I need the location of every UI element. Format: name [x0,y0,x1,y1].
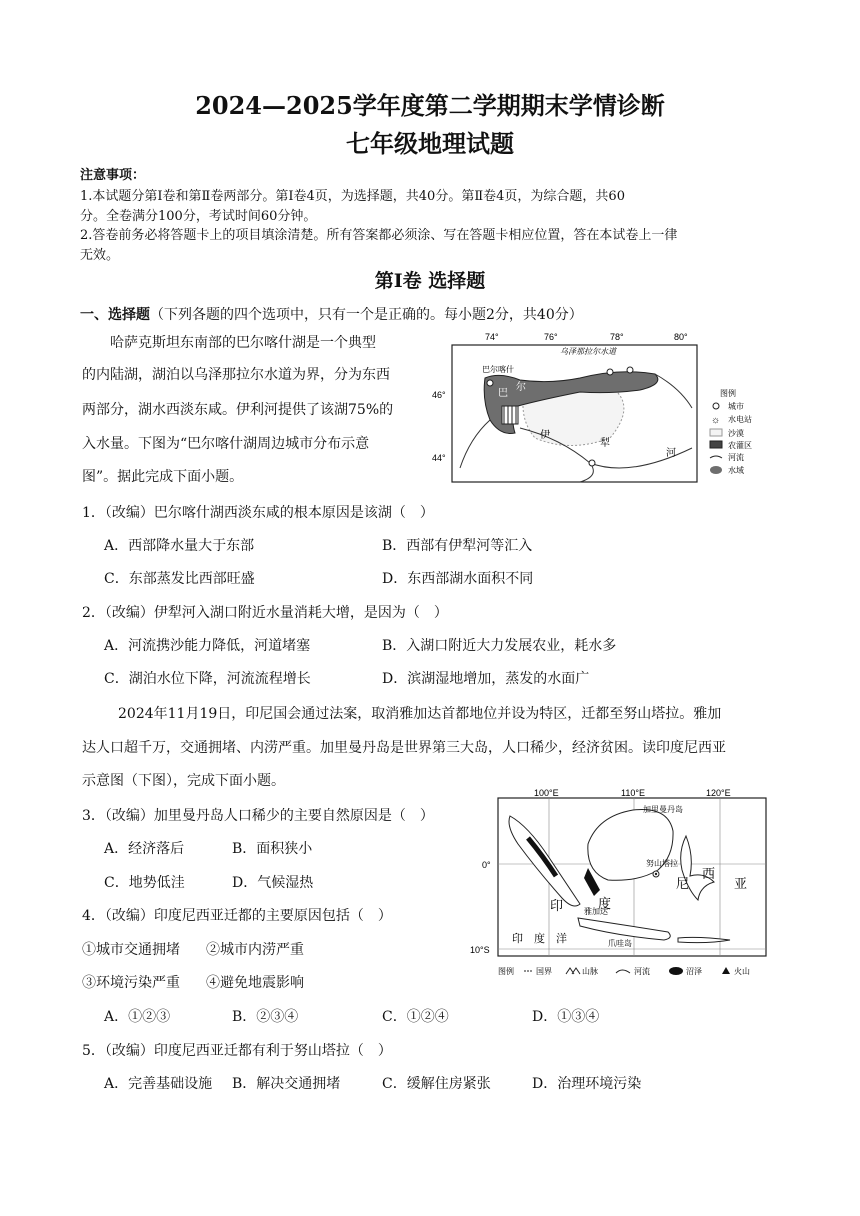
lake-label-char: 尔 [516,382,526,393]
map1-lat-label: 46° [432,390,446,400]
legend-city: 城市 [728,402,744,411]
map2-place-label: 努山塔拉 [646,859,678,868]
section-heading [80,304,583,324]
q4-option-b[interactable]: B．②③④ [232,1009,299,1025]
exam-subtitle: 七年级地理试题 [346,129,514,158]
q4-option-d[interactable]: D．①③④ [532,1009,600,1025]
city-marker [487,380,493,386]
river-label-char: 犁 [600,438,610,449]
map2-place-label: 印 度 洋 [512,933,567,945]
map2-place-label: 尼 [676,876,690,891]
passage1-line: 图”。据此完成下面小题。 [82,469,244,485]
q5-option-c[interactable]: C．缓解住房紧张 [382,1076,491,1092]
passage1-line: 的内陆湖，湖泊以乌泽那拉尔水道为界，分为东西 [82,367,390,383]
balkhash-lake-map [430,328,780,488]
map2-lat-label: 0° [482,860,491,870]
map2-legend-title: 图例 [498,967,514,976]
q2-option-b[interactable]: B．入湖口附近大力发展农业，耗水多 [382,638,617,654]
question-3-stem: 3．（改编）加里曼丹岛人口稀少的主要自然原因是（ ） [82,808,434,824]
q1-option-a[interactable]: A．西部降水量大于东部 [104,538,255,554]
section-heading-label: 一、选择题 [80,307,150,323]
q3-option-d[interactable]: D．气候湿热 [232,875,314,891]
q3-option-b[interactable]: B．面积狭小 [232,841,313,857]
river-label-char: 河 [666,448,676,459]
map2-lon-label: 110°E [621,788,645,798]
lake-label-char: 巴 [498,388,508,399]
q1-option-d[interactable]: D．东西部湖水面积不同 [382,571,534,587]
indonesia-map [468,786,780,982]
q2-option-a[interactable]: A．河流携沙能力降低，河道堵塞 [104,638,311,654]
notice-item-2-cont: 无效。 [80,248,120,263]
map2-place-label: 西 [702,866,716,881]
q2-option-d[interactable]: D．滨湖湿地增加，蒸发的水面广 [382,671,590,687]
legend-river: 河流 [728,453,744,462]
map2-place-label: 雅加达 [584,907,608,916]
section-title: 第Ⅰ卷 选择题 [374,270,486,292]
map2-legend [498,966,750,976]
q3-option-c[interactable]: C．地势低洼 [104,875,185,891]
question-2-stem: 2．（改编）伊犁河入湖口附近水量消耗大增，是因为（ ） [82,605,448,621]
map1-lon-label: 76° [544,332,558,342]
channel-label: 乌泽那拉尔水道 [560,347,616,356]
map1-lat-label: 44° [432,453,446,463]
map1-lon-label: 80° [674,332,688,342]
question-4-stem: 4．（改编）印度尼西亚迁都的主要原因包括（ ） [82,908,392,924]
q4-item: ④避免地震影响 [206,975,304,991]
q5-option-d[interactable]: D．治理环境污染 [532,1076,642,1092]
legend-water: 水域 [728,466,744,475]
q5-option-a[interactable]: A．完善基础设施 [104,1076,213,1092]
q2-option-c[interactable]: C．湖泊水位下降，河流流程增长 [104,671,311,687]
city-marker [607,369,613,375]
q4-item: ③环境污染严重 [82,975,180,991]
city-marker [589,460,595,466]
notice-item-1-cont: 分。全卷满分100分，考试时间60分钟。 [80,209,317,224]
map2-place-label: 加里曼丹岛 [643,805,683,814]
map2-place-label: 亚 [734,876,748,891]
passage1-line: 两部分，湖水西淡东咸。伊利河提供了该湖75%的 [82,402,394,418]
section-heading-instructions: （下列各题的四个选项中，只有一个是正确的。每小题2分，共40分） [150,307,583,323]
hydropower-icon: ☼ [711,415,721,426]
map2-place-label: 爪哇岛 [608,939,632,948]
q1-option-c[interactable]: C．东部蒸发比西部旺盛 [104,571,255,587]
q4-item: ②城市内涝严重 [206,942,304,958]
map2-lon-label: 100°E [534,788,559,798]
legend-desert: 沙漠 [728,429,744,438]
notice-item-1: 1.本试题分第Ⅰ卷和第Ⅱ卷两部分。第Ⅰ卷4页，为选择题，共40分。第Ⅱ卷4页，为综合题，共60 [80,189,625,204]
notice-item-2: 2.答卷前务必将答题卡上的项目填涂清楚。所有答案都必须涂、写在答题卡相应位置，答在本试卷上一律 [80,228,678,243]
question-1-stem: 1．（改编）巴尔喀什湖西淡东咸的根本原因是该湖（ ） [82,505,434,521]
passage2-line: 示意图（下图），完成下面小题。 [82,773,285,789]
passage1-line: 哈萨克斯坦东南部的巴尔喀什湖是一个典型 [110,335,376,351]
q1-option-b[interactable]: B．西部有伊犁河等汇入 [382,538,533,554]
legend-volcano: 火山 [734,967,750,976]
legend-swamp: 沼泽 [686,967,702,976]
exam-title: 2024—2025学年度第二学期期末学情诊断 [195,91,665,120]
map1-legend-title: 图例 [720,389,736,398]
passage2-line: 2024年11月19日，印尼国会通过法案，取消雅加达首都地位并设为特区，迁都至努山塔拉。雅加 [118,706,722,722]
question-5-stem: 5．（改编）印度尼西亚迁都有利于努山塔拉（ ） [82,1043,392,1059]
q5-option-b[interactable]: B．解决交通拥堵 [232,1076,341,1092]
map1-legend [710,388,752,475]
map2-lon-label: 120°E [706,788,731,798]
q3-option-a[interactable]: A．经济落后 [104,841,185,857]
q4-option-a[interactable]: A．①②③ [104,1009,171,1025]
legend-farmland: 农灌区 [728,441,752,450]
notice-heading: 注意事项： [80,168,146,183]
passage2-line: 达人口超千万，交通拥堵、内涝严重。加里曼丹岛是世界第三大岛，人口稀少，经济贫困。读印度尼西亚 [82,740,726,756]
map2-place-label: 度 [598,896,612,911]
legend-river: 河流 [634,967,650,976]
city-label: 巴尔喀什 [482,365,514,374]
q4-item: ①城市交通拥堵 [82,942,180,958]
passage1-line: 入水量。下图为“巴尔喀什湖周边城市分布示意 [82,436,370,452]
legend-mountain: 山脉 [582,967,598,976]
map2-place-label: 印 [550,898,564,913]
map2-lat-label: 10°S [470,945,490,955]
legend-hydropower: 水电站 [728,415,752,424]
river-label-char: 伊 [540,430,550,441]
legend-border: 国界 [536,967,552,976]
city-marker [627,367,633,373]
map1-lon-label: 74° [485,332,499,342]
map1-lon-label: 78° [610,332,624,342]
q4-option-c[interactable]: C．①②④ [382,1009,449,1025]
